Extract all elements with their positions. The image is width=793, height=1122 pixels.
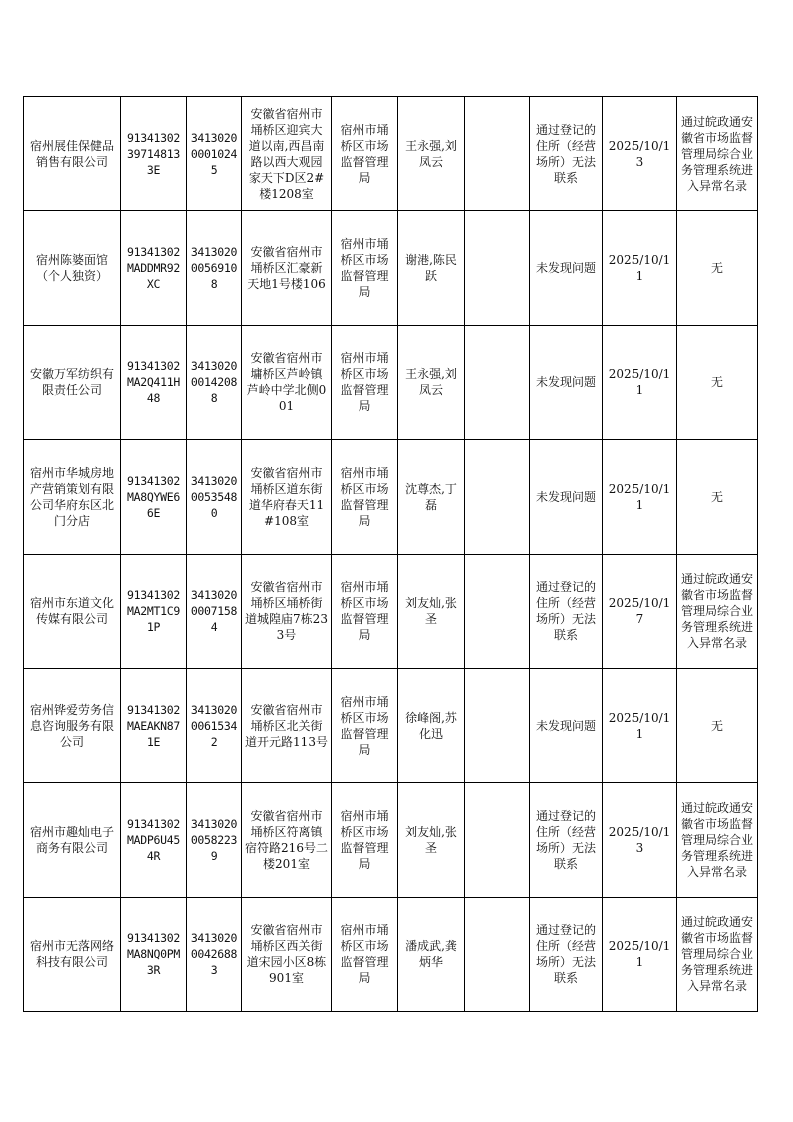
inspectors-cell: 谢港,陈民跃 (398, 211, 465, 325)
inspection-result-cell: 未发现问题 (530, 440, 603, 554)
company-name-cell: 宿州陈婆面馆（个人独资） (24, 211, 121, 325)
address-cell: 安徽省宿州市埇桥区迎宾大道以南,西昌南路以西大观园家天下D区2#楼1208室 (242, 97, 332, 211)
blank-cell (465, 783, 530, 897)
address-cell: 安徽省宿州市埇桥区道东街道华府春天11#108室 (242, 440, 332, 554)
authority-cell: 宿州市埇桥区市场监督管理局 (332, 325, 398, 439)
company-name-cell: 宿州市华城房地产营销策划有限公司华府东区北门分店 (24, 440, 121, 554)
inspection-date-cell: 2025/10/11 (603, 440, 677, 554)
authority-cell: 宿州市埇桥区市场监督管理局 (332, 211, 398, 325)
registration-number-cell: 341302000569108 (187, 211, 242, 325)
credit-code-cell: 91341302MADP6U454R (121, 783, 187, 897)
credit-code-cell: 91341302MA2MT1C91P (121, 554, 187, 668)
address-cell: 安徽省宿州市埇桥区西关街道宋园小区8栋901室 (242, 897, 332, 1011)
address-cell: 安徽省宿州市埇桥区埇桥街道城隍庙7栋233号 (242, 554, 332, 668)
registration-number-cell: 341302000426883 (187, 897, 242, 1011)
follow-up-action-cell: 通过皖政通安徽省市场监督管理局综合业务管理系统进入异常名录 (677, 554, 758, 668)
follow-up-action-cell: 通过皖政通安徽省市场监督管理局综合业务管理系统进入异常名录 (677, 897, 758, 1011)
registration-number-cell: 341302000535480 (187, 440, 242, 554)
authority-cell: 宿州市埇桥区市场监督管理局 (332, 897, 398, 1011)
table-row (24, 211, 758, 325)
table-body (24, 97, 758, 1012)
address-cell: 安徽省宿州市埇桥区符离镇宿符路216号二楼201室 (242, 783, 332, 897)
credit-code-cell: 91341302MA8QYWE66E (121, 440, 187, 554)
inspection-result-cell: 通过登记的住所（经营场所）无法联系 (530, 97, 603, 211)
authority-cell: 宿州市埇桥区市场监督管理局 (332, 783, 398, 897)
inspectors-cell: 王永强,刘凤云 (398, 325, 465, 439)
inspection-result-cell: 通过登记的住所（经营场所）无法联系 (530, 783, 603, 897)
authority-cell: 宿州市埇桥区市场监督管理局 (332, 440, 398, 554)
inspection-date-cell: 2025/10/11 (603, 897, 677, 1011)
inspection-date-cell: 2025/10/13 (603, 783, 677, 897)
inspection-date-cell: 2025/10/13 (603, 97, 677, 211)
inspection-date-cell: 2025/10/11 (603, 668, 677, 782)
blank-cell (465, 440, 530, 554)
registration-number-cell: 341302000010245 (187, 97, 242, 211)
inspectors-cell: 徐峰阁,苏化迅 (398, 668, 465, 782)
company-name-cell: 宿州铧爱劳务信息咨询服务有限公司 (24, 668, 121, 782)
table-row (24, 668, 758, 782)
inspectors-cell: 王永强,刘凤云 (398, 97, 465, 211)
authority-cell: 宿州市埇桥区市场监督管理局 (332, 554, 398, 668)
blank-cell (465, 211, 530, 325)
table-row (24, 554, 758, 668)
inspection-date-cell: 2025/10/11 (603, 211, 677, 325)
inspectors-cell: 刘友灿,张圣 (398, 554, 465, 668)
registration-number-cell: 341302000142088 (187, 325, 242, 439)
follow-up-action-cell: 无 (677, 325, 758, 439)
registration-number-cell: 341302000071584 (187, 554, 242, 668)
follow-up-action-cell: 无 (677, 440, 758, 554)
inspectors-cell: 潘成武,龚炳华 (398, 897, 465, 1011)
table-row (24, 325, 758, 439)
inspectors-cell: 刘友灿,张圣 (398, 783, 465, 897)
inspection-results-table (23, 96, 758, 1012)
company-name-cell: 宿州市趣灿电子商务有限公司 (24, 783, 121, 897)
table-row (24, 783, 758, 897)
authority-cell: 宿州市埇桥区市场监督管理局 (332, 668, 398, 782)
address-cell: 安徽省宿州市墉桥区芦岭镇芦岭中学北侧001 (242, 325, 332, 439)
table-row (24, 897, 758, 1011)
blank-cell (465, 897, 530, 1011)
credit-code-cell: 91341302MAEAKN871E (121, 668, 187, 782)
follow-up-action-cell: 无 (677, 668, 758, 782)
registration-number-cell: 341302000582239 (187, 783, 242, 897)
address-cell: 安徽省宿州市埇桥区汇豪新天地1号楼106 (242, 211, 332, 325)
blank-cell (465, 97, 530, 211)
follow-up-action-cell: 通过皖政通安徽省市场监督管理局综合业务管理系统进入异常名录 (677, 97, 758, 211)
company-name-cell: 宿州市无落网络科技有限公司 (24, 897, 121, 1011)
credit-code-cell: 91341302MA2Q411H48 (121, 325, 187, 439)
inspection-result-cell: 通过登记的住所（经营场所）无法联系 (530, 897, 603, 1011)
address-cell: 安徽省宿州市埇桥区北关街道开元路113号 (242, 668, 332, 782)
table-row (24, 440, 758, 554)
table-row (24, 97, 758, 211)
inspection-date-cell: 2025/10/11 (603, 325, 677, 439)
follow-up-action-cell: 通过皖政通安徽省市场监督管理局综合业务管理系统进入异常名录 (677, 783, 758, 897)
credit-code-cell: 91341302397148133E (121, 97, 187, 211)
blank-cell (465, 325, 530, 439)
inspection-result-cell: 未发现问题 (530, 325, 603, 439)
registration-number-cell: 341302000615342 (187, 668, 242, 782)
inspection-result-cell: 未发现问题 (530, 668, 603, 782)
inspection-result-cell: 通过登记的住所（经营场所）无法联系 (530, 554, 603, 668)
credit-code-cell: 91341302MA8NQ0PM3R (121, 897, 187, 1011)
inspection-result-cell: 未发现问题 (530, 211, 603, 325)
company-name-cell: 宿州展佳保健品销售有限公司 (24, 97, 121, 211)
authority-cell: 宿州市埇桥区市场监督管理局 (332, 97, 398, 211)
inspectors-cell: 沈尊杰,丁磊 (398, 440, 465, 554)
company-name-cell: 宿州市东道文化传媒有限公司 (24, 554, 121, 668)
credit-code-cell: 91341302MADDMR92XC (121, 211, 187, 325)
blank-cell (465, 554, 530, 668)
inspection-date-cell: 2025/10/17 (603, 554, 677, 668)
blank-cell (465, 668, 530, 782)
follow-up-action-cell: 无 (677, 211, 758, 325)
company-name-cell: 安徽万军纺织有限责任公司 (24, 325, 121, 439)
